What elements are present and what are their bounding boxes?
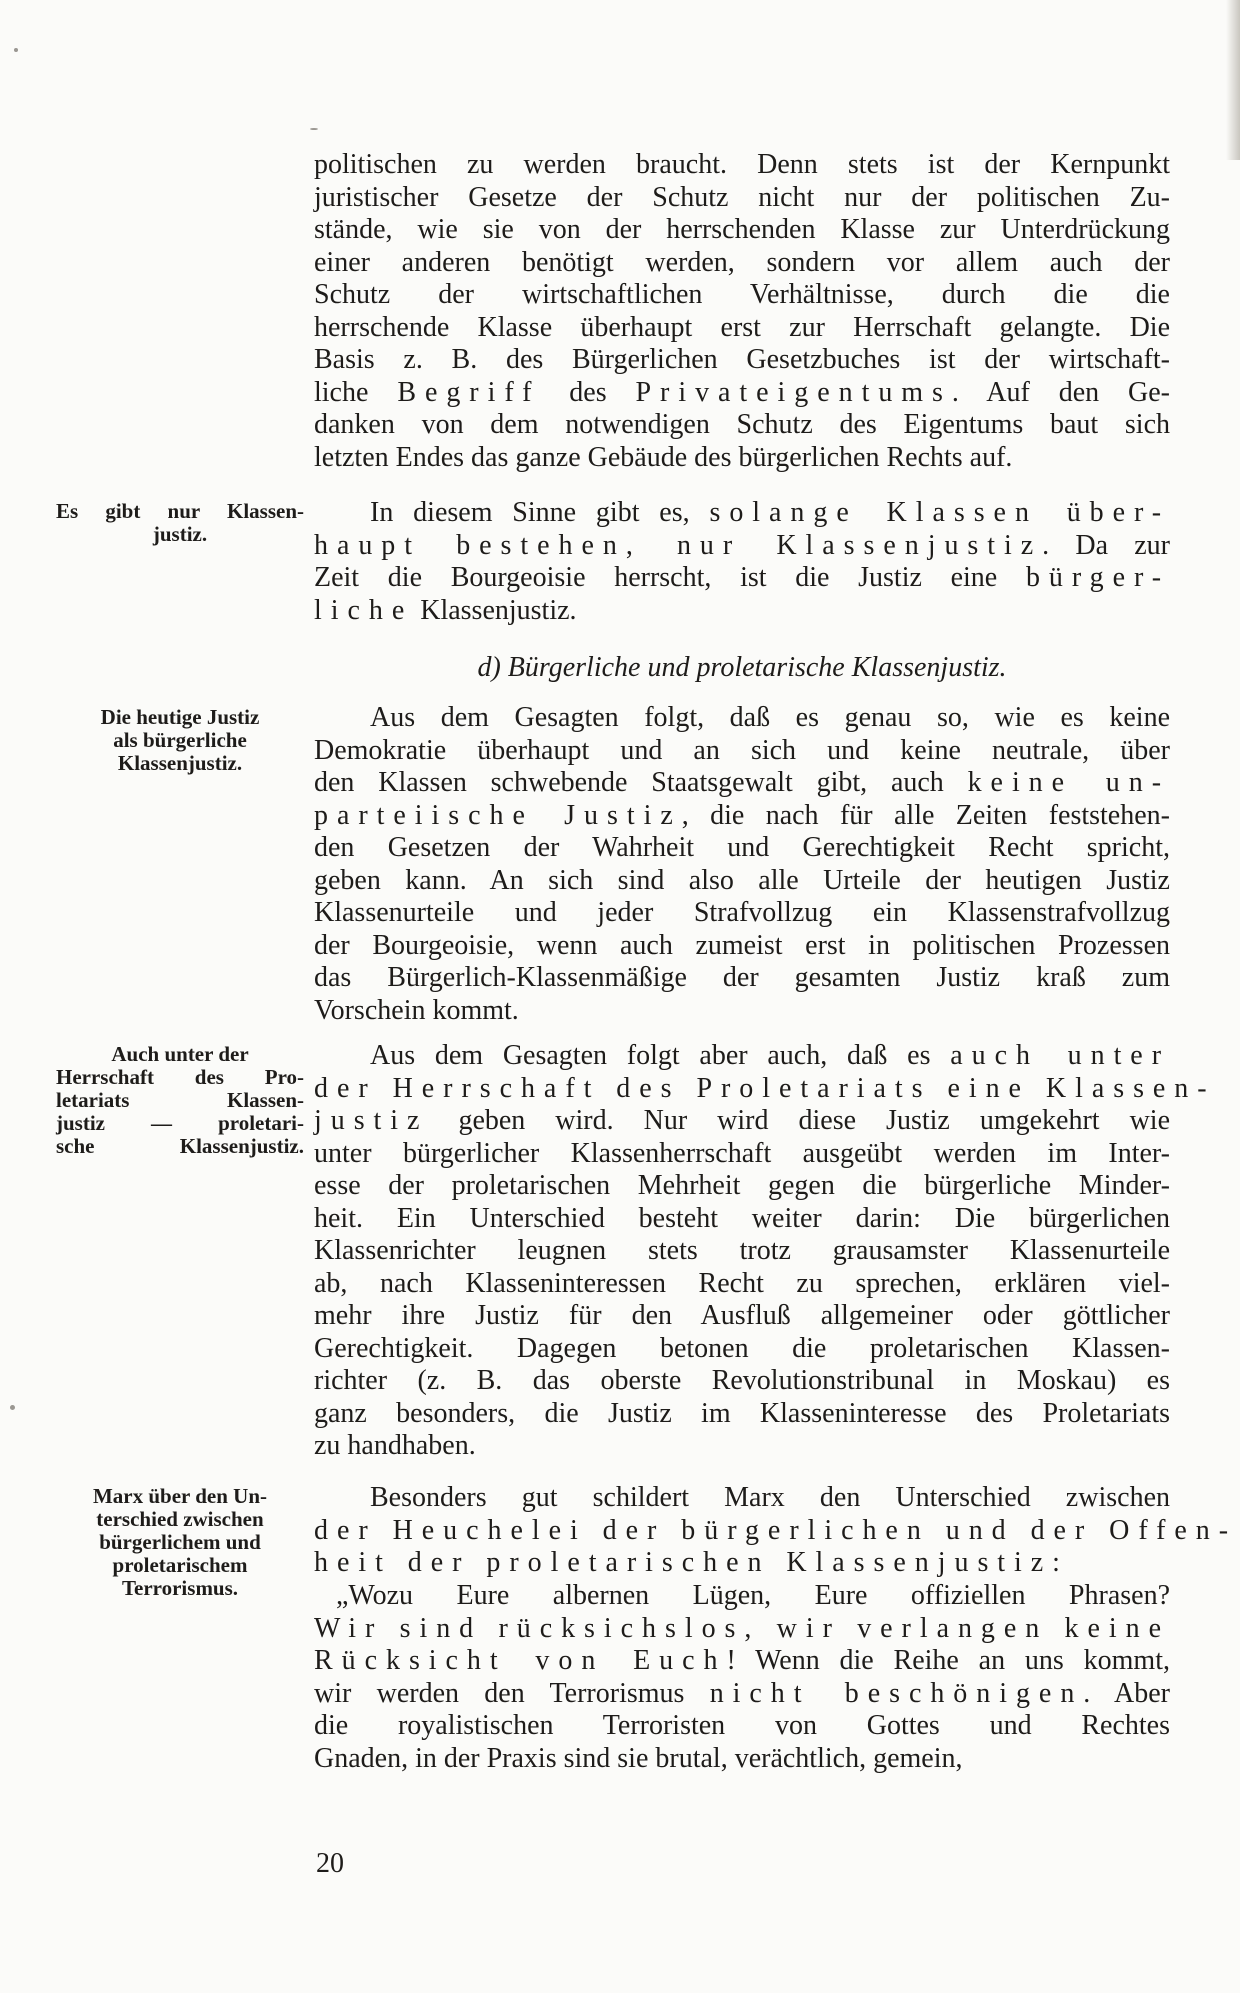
text-line: das Bürgerlich-Klassenmäßige der gesamten Justiz kraß zum: [314, 962, 1170, 993]
text-line: die royalistischen Terroristen von Gottes und Rechtes: [314, 1710, 1170, 1741]
text-segment: liche: [314, 376, 398, 408]
text-line: mehr ihre Justiz für den Ausfluß allgemeiner oder göttlicher: [314, 1300, 1170, 1331]
paragraph-4: [314, 1040, 1216, 1463]
spaced-emphasis: Rücksicht von Euch: [314, 1645, 727, 1676]
spaced-emphasis: auch unter: [950, 1040, 1170, 1071]
text-line: [314, 562, 1170, 595]
text-line: esse der proletarischen Mehrheit gegen die bürgerliche Minder-: [314, 1170, 1170, 1201]
text-line: ganz besonders, die Justiz im Klasseninteresse des Proletariats: [314, 1397, 1170, 1429]
text-line: richter (z. B. das oberste Revolutionstribunal in Moskau) es: [314, 1365, 1170, 1396]
margin-note-line: Herrschaft des Pro-: [56, 1065, 304, 1089]
text-line: [314, 377, 1170, 410]
paper-speck: [14, 48, 18, 52]
margin-note-line: justiz.: [152, 522, 208, 546]
text-line: danken von dem notwendigen Schutz des Eigentums baut sich: [314, 409, 1170, 440]
paper-speck: [10, 1405, 15, 1410]
spaced-emphasis: Privateigentums: [635, 376, 952, 408]
spaced-emphasis: haupt bestehen, nur Klassenjustiz: [314, 529, 1043, 561]
page-number: 20: [316, 1848, 344, 1879]
text-line: [314, 1040, 1170, 1073]
paragraph-1: [314, 149, 1170, 474]
margin-note-line: Klassenjustiz.: [117, 751, 243, 775]
text-line: Vorschein kommt.: [314, 994, 519, 1026]
quotation: [314, 1580, 1170, 1775]
section-heading-text: d) Bürgerliche und proletarische Klassenjustiz.: [477, 652, 1007, 683]
text-segment: Zeit die Bourgeoisie herrscht, ist die Justiz eine: [314, 562, 1026, 593]
text-line: [314, 1514, 1238, 1548]
text-line: Klassenurteile und jeder Strafvollzug ein Klassenstrafvollzug: [314, 897, 1170, 928]
text-line: Basis z. B. des Bürgerlichen Gesetzbuches ist der wirtschaft-: [314, 344, 1170, 375]
margin-note-heutige-justiz: [56, 706, 304, 775]
spaced-emphasis: der Heuchelei der bürgerlichen und der Offen-: [314, 1514, 1238, 1546]
text-line: [314, 800, 1170, 833]
text-segment: geben wird. Nur wird diese Justiz umgekehrt wie: [428, 1105, 1170, 1136]
text-line: unter bürgerlicher Klassenherrschaft ausgeübt werden im Inter-: [314, 1137, 1170, 1169]
text-line: Schutz der wirtschaftlichen Verhältnisse, durch die die: [314, 279, 1170, 310]
text-line: Aus dem Gesagten folgt, daß es genau so, wie es keine: [370, 702, 1170, 733]
spaced-emphasis: parteiische Justiz: [314, 799, 682, 831]
margin-note-marx: [56, 1485, 304, 1600]
text-segment: . Aber: [1083, 1677, 1171, 1709]
margin-note-klassenjustiz: [56, 500, 304, 546]
text-segment: . Auf den Ge-: [951, 376, 1170, 408]
text-line: [314, 1547, 1170, 1580]
margin-note-line: justiz — proletari-: [56, 1111, 304, 1135]
text-line: [314, 1105, 1170, 1138]
text-line: [314, 1645, 1170, 1678]
margin-note-proletariat: [56, 1043, 304, 1158]
spaced-emphasis: heit der proletarischen Klassenjustiz: [314, 1547, 1053, 1578]
text-line: politischen zu werden braucht. Denn stets ist der Kernpunkt: [314, 149, 1170, 180]
margin-note-line: proletarischem: [112, 1553, 248, 1577]
spaced-emphasis: bürger-: [1025, 562, 1170, 593]
paragraph-3: [314, 702, 1170, 1027]
spaced-emphasis: liche: [314, 594, 414, 626]
text-line: der Bourgeoisie, wenn auch zumeist erst in politischen Prozessen: [314, 929, 1170, 961]
paper-speck: [310, 128, 318, 130]
text-line: zu handhaben.: [314, 1430, 476, 1461]
text-line: Besonders gut schildert Marx den Unterschied zwischen: [370, 1482, 1170, 1513]
text-segment: ! Wenn die Reihe an uns kommt,: [726, 1645, 1170, 1676]
text-segment: Klassenjustiz.: [413, 594, 577, 626]
text-line: [314, 595, 1170, 628]
paragraph-5: [314, 1482, 1238, 1580]
text-segment: In diesem Sinne gibt es,: [370, 497, 710, 528]
paragraph-2: [314, 497, 1170, 627]
text-line: Gnaden, in der Praxis sind sie brutal, verächtlich, gemein,: [314, 1742, 963, 1774]
text-line: [314, 497, 1170, 530]
text-line: Klassenrichter leugnen stets trotz grausamster Klassenurteile: [314, 1235, 1170, 1266]
text-segment: :: [1052, 1547, 1060, 1578]
section-heading: [314, 652, 1170, 685]
text-line: [314, 1678, 1170, 1711]
spaced-emphasis: nicht beschönigen: [709, 1677, 1084, 1709]
text-line: juristischer Gesetze der Schutz nicht nur der politischen Zu-: [314, 181, 1170, 213]
text-line: herrschende Klasse überhaupt erst zur Herrschaft gelangte. Die: [314, 311, 1170, 343]
margin-note-line: Terrorismus.: [121, 1576, 239, 1600]
margin-note-line: sche Klassenjustiz.: [56, 1134, 304, 1158]
margin-note-line: Es gibt nur Klassen-: [56, 499, 304, 523]
page-edge-shadow: [1226, 0, 1240, 160]
text-segment: Aus dem Gesagten folgt aber auch, daß es: [370, 1040, 951, 1071]
text-line: [314, 530, 1170, 563]
text-line: einer anderen benötigt werden, sondern vor allem auch der: [314, 246, 1170, 278]
text-line: ab, nach Klasseninteressen Recht zu sprechen, erklären viel-: [314, 1267, 1170, 1299]
text-line: Gerechtigkeit. Dagegen betonen die proletarischen Klassen-: [314, 1332, 1170, 1364]
spaced-emphasis: justiz: [314, 1105, 429, 1136]
text-line: geben kann. An sich sind also alle Urteile der heutigen Justiz: [314, 864, 1170, 896]
text-segment: , die nach für alle Zeiten feststehen-: [681, 799, 1170, 831]
margin-note-line: Auch unter der: [111, 1042, 249, 1066]
margin-note-line: Marx über den Un-: [92, 1484, 268, 1508]
margin-note-line: bürgerlichem und: [99, 1530, 261, 1554]
spaced-emphasis: keine un-: [967, 767, 1170, 798]
text-line: [314, 767, 1170, 800]
text-line: Demokratie überhaupt und an sich und keine neutrale, über: [314, 734, 1170, 766]
spaced-emphasis: Wir sind rücksichslos, wir verlangen keine: [314, 1612, 1170, 1644]
spaced-emphasis: der Herrschaft des Proletariats eine Klassen-: [314, 1072, 1216, 1104]
margin-note-line: als bürgerliche: [113, 728, 247, 752]
text-segment: den Klassen schwebende Staatsgewalt gibt, auch: [314, 767, 968, 798]
margin-note-line: terschied zwischen: [96, 1507, 264, 1531]
text-line: stände, wie sie von der herrschenden Klasse zur Unterdrückung: [314, 214, 1170, 245]
text-segment: . Da zur: [1042, 529, 1171, 561]
spaced-emphasis: solange Klassen über-: [709, 497, 1171, 528]
text-line: den Gesetzen der Wahrheit und Gerechtigkeit Recht spricht,: [314, 832, 1170, 863]
text-line: letzten Endes das ganze Gebäude des bürgerlichen Rechts auf.: [314, 441, 1013, 473]
margin-note-line: letariats Klassen-: [56, 1088, 304, 1112]
text-segment: wir werden den Terrorismus: [314, 1677, 710, 1709]
text-line: [314, 1613, 1170, 1646]
margin-note-line: Die heutige Justiz: [100, 705, 260, 729]
text-line: [314, 1072, 1216, 1106]
text-segment: des: [540, 376, 636, 408]
spaced-emphasis: Begriff: [397, 376, 541, 408]
text-line: „Wozu Eure albernen Lügen, Eure offiziellen Phrasen?: [336, 1580, 1170, 1611]
text-line: heit. Ein Unterschied besteht weiter darin: Die bürgerlichen: [314, 1202, 1170, 1234]
